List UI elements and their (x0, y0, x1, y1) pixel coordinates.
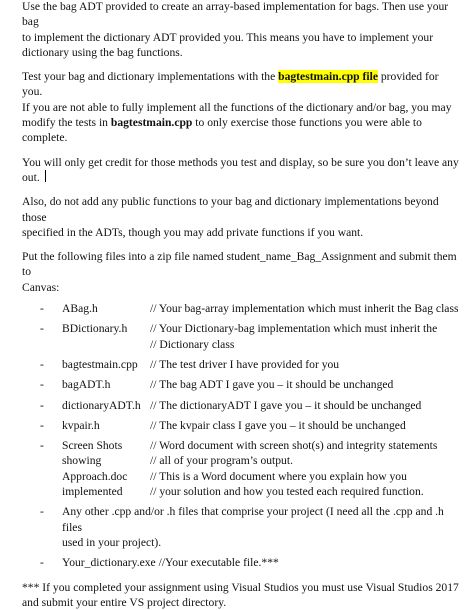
text-run: Test your bag and dictionary implementations with the (22, 70, 278, 83)
list-bullet: - (22, 418, 58, 433)
list-bullet: - (22, 301, 58, 316)
text-run: modify the tests in (22, 116, 111, 129)
text-line: Approach.doc (62, 469, 150, 484)
text-line: // This is a Word document where you explain how you (150, 469, 460, 484)
list-bullet: - (22, 504, 58, 550)
text-line: If you are not able to fully implement all the functions of the dictionary and/or bag, you may (22, 101, 452, 114)
file-description: // Your bag-array implementation which must inherit the Bag class (150, 301, 460, 316)
text-line: // Your Dictionary-bag implementation which must inherit the (150, 322, 437, 335)
text-line: Screen Shots (62, 438, 150, 453)
text-line: Canvas: (22, 281, 59, 294)
file-name: BDictionary.h (58, 321, 150, 352)
text-line: showing (62, 453, 150, 468)
file-list (22, 301, 460, 570)
file-description: Your_dictionary.exe //Your executable file.*** (58, 555, 460, 570)
file-description: // The bag ADT I gave you – it should be unchanged (150, 377, 460, 392)
file-name: dictionaryADT.h (58, 398, 150, 413)
file-name: kvpair.h (58, 418, 150, 433)
text-run: provided for you. (22, 70, 439, 98)
file-name: bagtestmain.cpp (58, 357, 150, 372)
text-line: // Dictionary class (150, 338, 234, 351)
text-line: Use the bag ADT provided to create an array-based implementation for bags. Then use your bag (22, 0, 448, 28)
text-line: Put the following files into a zip file named student_name_Bag_Assignment and submit them to (22, 250, 457, 278)
list-bullet: - (22, 555, 58, 570)
text-run: to only exercise those functions you were able to complete. (22, 116, 422, 144)
text-line: *** If you completed your assignment using Visual Studios you must use Visual Studios 2017 (22, 581, 459, 594)
list-item (22, 377, 460, 392)
file-name (58, 438, 150, 499)
text-line: to implement the dictionary ADT provided you. This means you have to implement your (22, 31, 433, 44)
file-description: // The test driver I have provided for you (150, 357, 460, 372)
file-name: ABag.h (58, 301, 150, 316)
restriction-paragraph (22, 194, 460, 240)
intro-paragraph (22, 0, 460, 60)
list-item (22, 418, 460, 433)
file-description (150, 438, 460, 499)
list-bullet: - (22, 321, 58, 352)
file-description (58, 504, 460, 550)
file-name: bagADT.h (58, 377, 150, 392)
text-line: and submit your entire VS project directory. (22, 596, 226, 609)
list-bullet: - (22, 377, 58, 392)
text-line: // all of your program’s output. (150, 453, 460, 468)
list-item (22, 301, 460, 316)
list-bullet: - (22, 438, 58, 499)
text-line: specified in the ADTs, though you may add private functions if you want. (22, 226, 363, 239)
text-line: Any other .cpp and/or .h files that comprise your project (I need all the .cpp and .h files (62, 505, 444, 533)
list-bullet: - (22, 357, 58, 372)
text-line: // Word document with screen shot(s) and integrity statements (150, 438, 460, 453)
text-line: dictionary using the bag functions. (22, 46, 183, 59)
list-item (22, 504, 460, 550)
submit-paragraph (22, 249, 460, 295)
text-line: used in your project). (62, 536, 161, 549)
list-item (22, 438, 460, 499)
list-item (22, 321, 460, 352)
test-paragraph (22, 69, 460, 145)
text-line: out. (22, 171, 43, 184)
footer-note (22, 580, 460, 610)
list-item (22, 398, 460, 413)
file-description: // The dictionaryADT I gave you – it should be unchanged (150, 398, 460, 413)
list-item (22, 555, 460, 570)
list-bullet: - (22, 398, 58, 413)
file-description (150, 321, 460, 352)
text-line: implemented (62, 484, 150, 499)
file-description: // The kvpair class I gave you – it should be unchanged (150, 418, 460, 433)
text-cursor[interactable] (45, 170, 46, 182)
highlighted-filename: bagtestmain.cpp file (278, 70, 378, 83)
list-item (22, 357, 460, 372)
text-line: // your solution and how you tested each required function. (150, 484, 460, 499)
text-line: You will only get credit for those methods you test and display, so be sure you don’t leave any (22, 156, 459, 169)
credit-paragraph (22, 155, 460, 186)
text-line: Also, do not add any public functions to your bag and dictionary implementations beyond those (22, 195, 439, 223)
bold-filename: bagtestmain.cpp (111, 116, 193, 129)
